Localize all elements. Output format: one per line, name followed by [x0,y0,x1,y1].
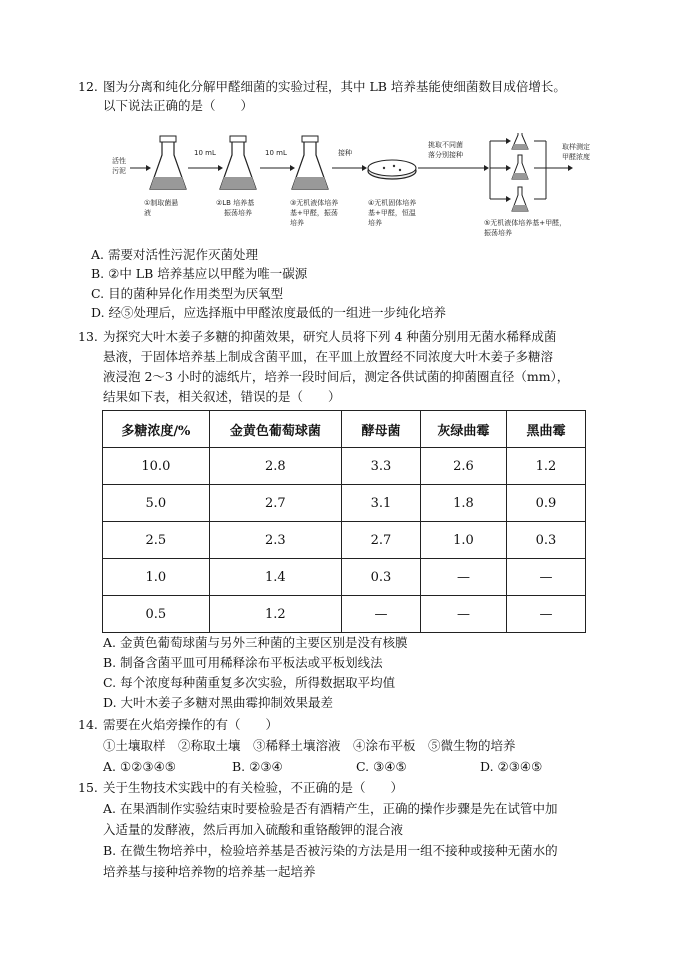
q13-stem-line3: 液浸泡 2～3 小时的滤纸片，培养一段时间后，测定各供试菌的抑菌圈直径（mm）， [103,369,570,384]
table-row [103,485,586,522]
experiment-diagram [110,133,630,243]
table-row [103,448,586,485]
q12-stem-line2: 以下说法正确的是（ ） [103,98,254,113]
table-cell: — [341,596,420,633]
table-cell: 2.7 [341,522,420,559]
q13-option-b: B. 制备含菌平皿可用稀释涂布平板法或平板划线法 [103,655,383,670]
table-cell: 2.3 [209,522,341,559]
measure-label-1: 取样测定 [562,143,590,151]
q14-option-c: C. ③④⑤ [356,759,407,774]
q13-stem-line1: 为探究大叶木姜子多糖的抑菌效果，研究人员将下列 4 种菌分别用无菌水稀释成菌 [103,329,557,344]
q12-number: 12. [78,79,98,94]
measure-label-2: 甲醛浓度 [562,153,590,161]
q12-option-d: D. 经⑤处理后，应选择瓶中甲醛浓度最低的一组进一步纯化培养 [91,305,447,320]
q15-number: 15. [78,780,98,795]
q13-option-d: D. 大叶木姜子多糖对黑曲霉抑制效果最差 [103,695,334,710]
step3-caption-3: 培养 [290,219,304,227]
q14-option-d: D. ②③④⑤ [480,759,543,774]
flask-5b [512,155,528,179]
diagram-sludge-label-1: 活性 [112,157,126,165]
table-cell: 1.4 [209,559,341,596]
step1-caption-2: 液 [144,209,151,217]
table-row [103,596,586,633]
flask-2 [220,136,256,189]
q12-option-b: B. ②中 LB 培养基应以甲醛为唯一碳源 [91,266,308,281]
pick-label-2: 落分别接种 [428,151,463,159]
q14-option-b: B. ②③④ [232,759,283,774]
q12-option-c: C. 目的菌种异化作用类型为厌氧型 [91,286,284,301]
step4-caption-3: 培养 [368,219,382,227]
table-cell: 3.3 [341,448,420,485]
table-header-row [103,411,586,448]
q15-option-a-line1: A. 在果酒制作实验结束时要检验是否有酒精产生，正确的操作步骤是先在试管中加 [103,801,558,816]
q14-number: 14. [78,717,98,732]
step4-caption-2: 基+甲醛，恒温 [368,209,416,217]
table-cell: — [420,596,506,633]
step4-caption-1: ④无机固体培养 [368,199,417,207]
table-cell: — [420,559,506,596]
table-cell: 0.5 [103,596,210,633]
step5-caption-2: 振荡培养 [484,229,512,237]
header-concentration: 多糖浓度/% [103,411,210,448]
step3-caption-2: 基+甲醛，振荡 [290,209,338,217]
step5-caption-1: ⑤无机液体培养基+甲醛， [484,219,567,227]
q13-option-a: A. 金黄色葡萄球菌与另外三种菌的主要区别是没有核膜 [103,635,408,650]
header-yeast: 酵母菌 [341,411,420,448]
table-cell: 0.3 [341,559,420,596]
q13-stem-line4: 结果如下表，相关叙述，错误的是（ ） [103,389,341,404]
table-cell: 1.0 [103,559,210,596]
q13-stem-line2: 悬液，于固体培养基上制成含菌平皿，在平皿上放置经不同浓度大叶木姜子多糖溶 [103,349,554,364]
table-cell: 0.3 [506,522,585,559]
q14-option-a: A. ①②③④⑤ [103,759,177,774]
transfer-label-1: 10 mL [194,149,216,157]
header-staph: 金黄色葡萄球菌 [209,411,341,448]
table-cell: 1.2 [506,448,585,485]
step1-caption-1: ①制取菌悬 [144,199,179,207]
table-row [103,522,586,559]
q15-option-a-line2: 入适量的发酵液，然后再加入硫酸和重铬酸钾的混合液 [103,822,404,837]
inhibition-table [102,410,586,633]
table-row [103,559,586,596]
header-aspergillus-niger: 黑曲霉 [506,411,585,448]
table-cell: 1.0 [420,522,506,559]
header-aspergillus-glaucus: 灰绿曲霉 [420,411,506,448]
q13-option-c: C. 每个浓度每种菌重复多次实验，所得数据取平均值 [103,675,396,690]
table-cell: — [506,596,585,633]
q14-items: ①土壤取样 ②称取土壤 ③稀释土壤溶液 ④涂布平板 ⑤微生物的培养 [103,738,516,753]
diagram-sludge-label-2: 污泥 [112,167,126,175]
q15-option-b-line1: B. 在微生物培养中，检验培养基是否被污染的方法是用一组不接种或接种无菌水的 [103,843,558,858]
table-cell: 2.7 [209,485,341,522]
inoculate-label: 接种 [338,149,352,157]
table-cell: 1.2 [209,596,341,633]
pick-label-1: 挑取不同菌 [428,141,463,149]
q13-number: 13. [78,329,98,344]
flask-3 [292,136,328,189]
step3-caption-1: ③无机液体培养 [290,199,339,207]
q15-stem: 关于生物技术实践中的有关检验，不正确的是（ ） [103,780,404,795]
flask-5a [512,133,528,149]
petri-dish [368,160,416,179]
table-cell: — [506,559,585,596]
table-cell: 10.0 [103,448,210,485]
table-cell: 3.1 [341,485,420,522]
q12-option-a: A. 需要对活性污泥作灭菌处理 [91,247,258,262]
q15-option-b-line2: 培养基与接种培养物的培养基一起培养 [103,864,316,879]
q14-stem: 需要在火焰旁操作的有（ ） [103,717,279,732]
table-cell: 2.5 [103,522,210,559]
table-cell: 0.9 [506,485,585,522]
flask-5c [512,187,528,211]
table-cell: 5.0 [103,485,210,522]
table-cell: 2.8 [209,448,341,485]
q12-stem-line1: 图为分离和纯化分解甲醛细菌的实验过程，其中 LB 培养基能使细菌数目成倍增长。 [103,79,566,94]
flask-1 [150,136,186,189]
table-cell: 2.6 [420,448,506,485]
step2-caption-1: ②LB 培养基 [216,199,255,207]
step2-caption-2: 振荡培养 [224,209,252,217]
transfer-label-2: 10 mL [265,149,287,157]
table-cell: 1.8 [420,485,506,522]
